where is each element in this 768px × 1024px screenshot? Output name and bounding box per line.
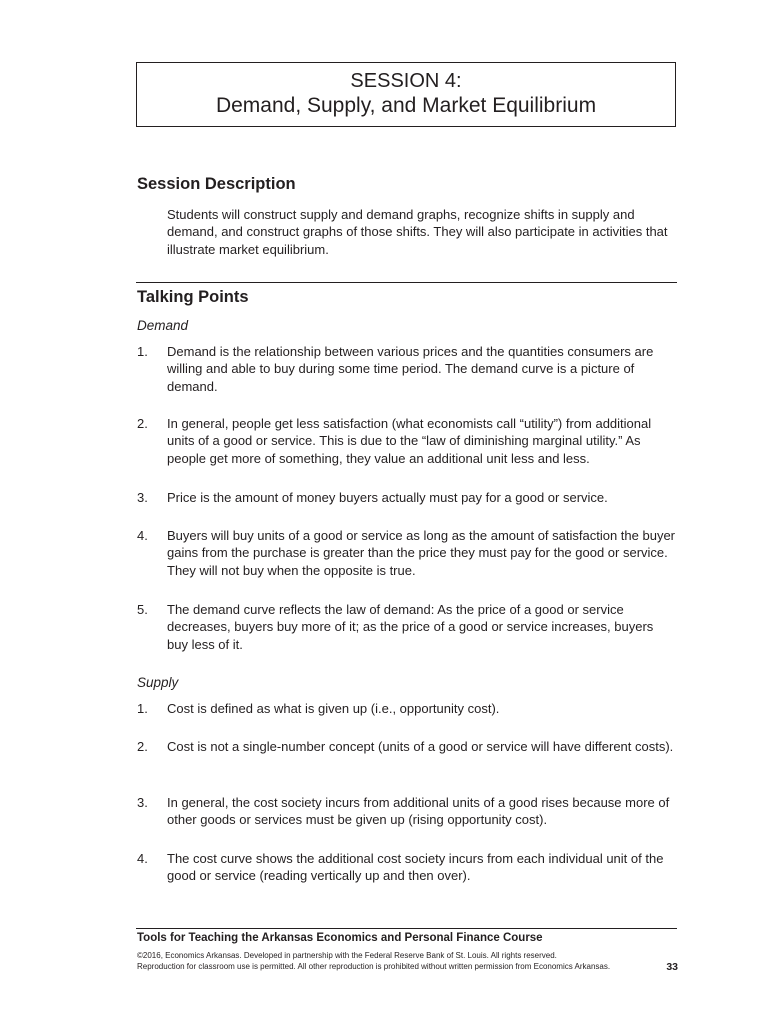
page-number: 33: [666, 961, 678, 973]
session-number: SESSION 4:: [350, 70, 462, 92]
session-description-text: Students will construct supply and demand graphs, recognize shifts in supply and demand, and construct graphs of those shifts. They will also participate in activities that illustrate market equilibrium.: [167, 207, 668, 257]
item-number: 5.: [137, 602, 148, 617]
item-number: 1.: [137, 344, 148, 359]
demand-item: [137, 527, 677, 579]
supply-item: [137, 794, 677, 829]
item-text: Price is the amount of money buyers actually must pay for a good or service.: [167, 490, 608, 505]
demand-item: [137, 415, 677, 467]
session-description-heading: Session Description: [137, 175, 296, 193]
talking-points-heading: Talking Points: [137, 288, 249, 306]
item-number: 2.: [137, 739, 148, 754]
item-text: In general, the cost society incurs from additional units of a good rises because more of other goods or services must be given up (rising opportunity cost).: [167, 795, 670, 828]
item-text: Cost is not a single-number concept (units of a good or service will have different costs).: [167, 739, 674, 754]
supply-subheading: Supply: [137, 675, 179, 690]
demand-item: [137, 489, 677, 506]
item-number: 3.: [137, 795, 148, 810]
item-number: 1.: [137, 701, 148, 716]
item-number: 3.: [137, 490, 148, 505]
supply-item: [137, 700, 677, 717]
session-title: Demand, Supply, and Market Equilibrium: [215, 94, 597, 117]
section-divider: [136, 282, 677, 283]
footer-title: Tools for Teaching the Arkansas Economics and Personal Finance Course: [137, 932, 543, 944]
item-text: The cost curve shows the additional cost society incurs from each individual unit of the good or service (reading vertically up and then over).: [167, 851, 664, 884]
item-text: Buyers will buy units of a good or service as long as the amount of satisfaction the buyer gains from the purchase is greater than the price they must pay for the good or service. They will not buy when the opposite is true.: [167, 528, 675, 578]
item-text: The demand curve reflects the law of demand: As the price of a good or service decreases, buyers buy more of it; as the price of a good or service increases, buyers buy less of it.: [167, 602, 654, 652]
item-number: 4.: [137, 851, 148, 866]
item-text: In general, people get less satisfaction (what economists call “utility”) from additional units of a good or service. This is due to the “law of diminishing marginal utility.” As people get more of something, they value an additional unit less and less.: [167, 416, 652, 466]
footer-divider: [136, 928, 677, 929]
demand-subheading: Demand: [137, 318, 189, 333]
supply-item: [137, 850, 677, 885]
item-text: Cost is defined as what is given up (i.e., opportunity cost).: [167, 701, 500, 716]
item-text: Demand is the relationship between various prices and the quantities consumers are willing and able to buy during some time period. The demand curve is a picture of demand.: [167, 344, 654, 394]
footer-reproduction: Reproduction for classroom use is permitted. All other reproduction is prohibited without written permission from Economics Arkansas.: [137, 962, 611, 971]
item-number: 4.: [137, 528, 148, 543]
demand-item: [137, 343, 677, 395]
supply-item: [137, 738, 677, 755]
demand-item: [137, 601, 677, 653]
session-title-box: [136, 62, 676, 127]
item-number: 2.: [137, 416, 148, 431]
footer-copyright: ©2016, Economics Arkansas. Developed in partnership with the Federal Reserve Bank of St. Louis. All rights reserved.: [137, 951, 557, 960]
